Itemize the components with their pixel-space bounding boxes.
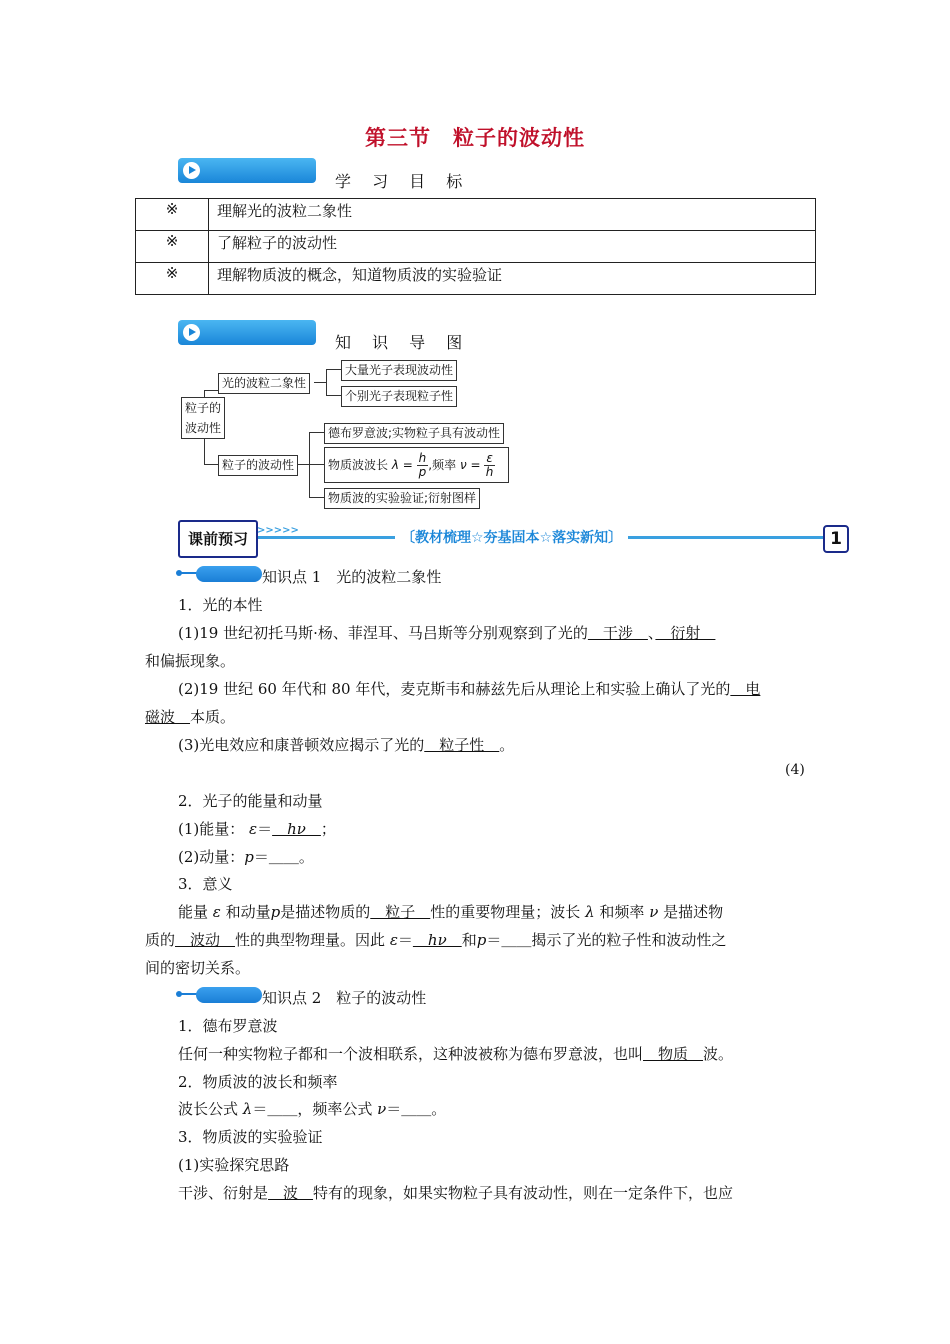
kp2-formula: 波长公式 λ＝＿＿，频率公式 ν＝＿＿。	[178, 1100, 447, 1118]
map-leaf: 物质波的实验验证;衍射图样	[324, 488, 480, 509]
table-row	[136, 199, 816, 231]
answer-blank: 物质	[643, 1045, 704, 1063]
banner-label: 课前预习	[178, 520, 258, 558]
goals-label: 学 习 目 标	[335, 172, 471, 191]
section-pill-map	[178, 320, 316, 345]
numerator: h	[418, 451, 427, 465]
map-leaf: 大量光子表现波动性	[341, 360, 457, 381]
answer-blank: 波动	[175, 931, 236, 949]
banner-slogan: 〔教材梳理☆夯基固本☆落实新知〕	[395, 527, 628, 547]
map-leaf: 德布罗意波;实物粒子具有波动性	[324, 423, 504, 444]
kp1-s2: 2．光子的能量和动量	[178, 792, 323, 810]
formula-text: 物质波波长	[328, 458, 389, 472]
kp2-s1: 1．德布罗意波	[178, 1017, 278, 1035]
formula-text: ,频率	[428, 458, 457, 472]
goal-mark: ※	[136, 231, 209, 263]
play-icon	[183, 162, 200, 179]
answer-blank: 衍射	[655, 624, 716, 642]
table-row	[136, 263, 816, 295]
kp2-s2: 2．物质波的波长和频率	[178, 1073, 338, 1091]
kp-pill	[196, 987, 262, 1003]
kp1-p3: (3)光电效应和康普顿效应揭示了光的 粒子性 。	[178, 736, 515, 754]
banner-number: 1	[823, 525, 849, 553]
formula-symbol: ν	[459, 458, 467, 472]
section-pill-goals	[178, 158, 316, 183]
answer-blank: 干涉	[587, 624, 648, 642]
kp1-p2: (2)19 世纪 60 年代和 80 年代，麦克斯韦和赫兹先后从理论上和实验上确认了光的 电	[178, 680, 761, 698]
goals-table	[135, 198, 816, 295]
map-root	[181, 397, 225, 439]
goal-text: 理解光的波粒二象性	[209, 199, 816, 231]
kp1-p1: (1)19 世纪初托马斯·杨、菲涅耳、马吕斯等分别观察到了光的 干涉 、 衍射	[178, 624, 716, 642]
kp2-s3: 3．物质波的实验验证	[178, 1128, 323, 1146]
formula-text: =	[402, 458, 413, 472]
kp2-s3-1: (1)实验探究思路	[178, 1156, 290, 1174]
answer-blank: 波	[268, 1184, 314, 1202]
kp1-meaning-2: 质的 波动 性的典型物理量。因此 ε＝ hν 和p＝＿＿揭示了光的粒子性和波动性之	[145, 931, 727, 949]
map-root-line: 波动性	[184, 421, 221, 435]
kp1-meaning-3: 间的密切关系。	[145, 959, 251, 977]
kp1-s3: 3．意义	[178, 875, 233, 893]
banner-arrows-icon: >>>>>	[257, 525, 299, 536]
kp-pill	[196, 566, 262, 582]
denominator: p	[418, 465, 427, 479]
answer-blank: 粒子	[370, 903, 431, 921]
table-row	[136, 231, 816, 263]
map-branch-1: 光的波粒二象性	[218, 373, 310, 394]
kp1-p4: (4)	[785, 762, 805, 778]
formula-symbol: λ	[391, 458, 399, 472]
goal-text: 了解粒子的波动性	[209, 231, 816, 263]
kp1-heading: 知识点 1 光的波粒二象性	[262, 568, 442, 586]
answer-blank: 粒子性	[424, 736, 500, 754]
numerator: ε	[486, 451, 493, 465]
kp1-p2-cont: 磁波 本质。	[145, 708, 236, 726]
answer-blank: hν	[412, 931, 462, 949]
kp2-heading: 知识点 2 粒子的波动性	[262, 989, 427, 1007]
denominator: h	[485, 465, 494, 479]
kp1-s1: 1．光的本性	[178, 596, 263, 614]
goal-mark: ※	[136, 263, 209, 295]
kp2-last: 干涉、衍射是 波 特有的现象，如果实物粒子具有波动性，则在一定条件下，也应	[178, 1184, 734, 1202]
kp1-momentum: (2)动量：p＝＿＿。	[178, 848, 314, 866]
kp1-meaning-1: 能量 ε 和动量p是描述物质的 粒子 性的重要物理量；波长 λ 和频率 ν 是描述物	[178, 903, 724, 921]
answer-blank: hν	[272, 820, 321, 838]
map-root-line: 粒子的	[184, 401, 221, 415]
fraction	[417, 452, 429, 479]
kp1-p1-cont: 和偏振现象。	[145, 652, 236, 670]
fraction	[484, 452, 495, 479]
kp1-energy: (1)能量： ε＝ hν ；	[178, 820, 336, 838]
map-branch-2: 粒子的波动性	[218, 455, 298, 476]
answer-blank: 电	[730, 680, 761, 698]
formula-text: =	[470, 458, 481, 472]
goal-text: 理解物质波的概念，知道物质波的实验验证	[209, 263, 816, 295]
map-leaf: 个别光子表现粒子性	[341, 386, 457, 407]
map-leaf-formula	[324, 447, 509, 483]
kp2-d1: 任何一种实物粒子都和一个波相联系，这种波被称为德布罗意波，也叫 物质 波。	[178, 1045, 734, 1063]
play-icon	[183, 324, 200, 341]
page-title: 第三节 粒子的波动性	[365, 126, 585, 150]
map-label: 知 识 导 图	[335, 333, 471, 352]
goal-mark: ※	[136, 199, 209, 231]
answer-blank: 磁波	[145, 708, 191, 726]
